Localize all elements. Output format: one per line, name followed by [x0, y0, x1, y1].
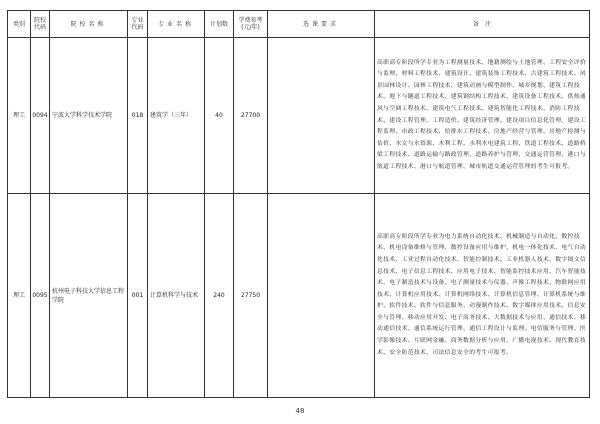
admission-plan-table	[7, 10, 590, 398]
cell-plan-count: 240	[205, 194, 234, 398]
cell-tuition: 27700	[234, 38, 268, 194]
header-elective-requirement: 选课要求	[268, 11, 375, 38]
cell-major-code: 018	[128, 38, 148, 194]
header-tuition: 学费参考 (元/年)	[234, 11, 268, 38]
table-row	[8, 38, 590, 194]
table-header-row	[8, 11, 590, 38]
cell-school-name: 宁波大学科学技术学院	[50, 38, 128, 194]
table-row	[8, 194, 590, 398]
page-number: 48	[295, 407, 305, 415]
header-major-code: 专业 代码	[128, 11, 148, 38]
cell-category: 理工	[8, 194, 31, 398]
cell-school-code: 0095	[31, 194, 50, 398]
cell-tuition: 27750	[234, 194, 268, 398]
cell-plan-count: 40	[205, 38, 234, 194]
cell-major-code: 001	[128, 194, 148, 398]
cell-major-name: 计算机科学与技术	[148, 194, 205, 398]
cell-elective-requirement	[268, 194, 375, 398]
cell-major-name: 建筑学（三年）	[148, 38, 205, 194]
header-category: 类别	[8, 11, 31, 38]
cell-remarks: 高职高专阶段所学专业为工程测量技术、地籍测绘与土地管理、工程安全评价与监理、材料工程技术、建筑设计、建筑装饰工程技术、古建筑工程技术、风景园林设计、园林工程技术、建筑动画与模型制作、城乡规划、建筑工程技术、地下与隧道工程技术、建筑钢结构工程技术、建筑设备工程技术、供热通风与空调工程技术、建筑电气工程技术、建筑智能化工程技术、消防工程技术、建设工程管理、工程造价、建筑经济管理、建设项目信息化管理、建设工程监理、市政工程技术、给排水工程技术、房地产经营与管理、房地产检测与估价、水文与水资源、水利工程、水利水电建筑工程、铁道工程技术、道路桥梁工程技术、道路运输与路政管理、道路养护与管理、交通运营管理、港口与航道工程技术、港口与航道管理、城市轨道交通运营管理的考生可报考。	[375, 38, 590, 194]
cell-elective-requirement	[268, 38, 375, 194]
cell-school-name: 杭州电子科技大学信息工程学院	[50, 194, 128, 398]
header-major-name: 专业名称	[148, 11, 205, 38]
header-school-code: 院校 代码	[31, 11, 50, 38]
header-remarks: 备 注	[375, 11, 590, 38]
cell-school-code: 0094	[31, 38, 50, 194]
cell-remarks: 高职高专阶段所学专业为电力系统自动化技术、机械制造与自动化、数控技术、机电设备维修与管理、数控设备应用与维护、机电一体化技术、电气自动化技术、工业过程自动化技术、智能控制技术、工业机器人技术、数字图文信息技术、电子信息工程技术、应用电子技术、智能监控技术应用、汽车智能技术、电子制造技术与设备、电子测量技术与仪器、声像工程技术、物联网应用技术、计算机应用技术、计算机网络技术、计算机信息管理、计算机系统与维护、软件技术、软件与信息服务、动漫制作技术、数字媒体应用技术、信息安全与管理、移动应用开发、电子商务技术、大数据技术与应用、通信技术、移动通信技术、通信系统运行管理、通信工程设计与监理、电信服务与管理、医学影像技术、互联网金融、商务数据分析与应用、广播电视技术、现代教育技术、安全防范技术、司法信息安全的考生可报考。	[375, 194, 590, 398]
header-school-name: 院校名称	[50, 11, 128, 38]
header-plan-count: 计划数	[205, 11, 234, 38]
cell-category: 理工	[8, 38, 31, 194]
